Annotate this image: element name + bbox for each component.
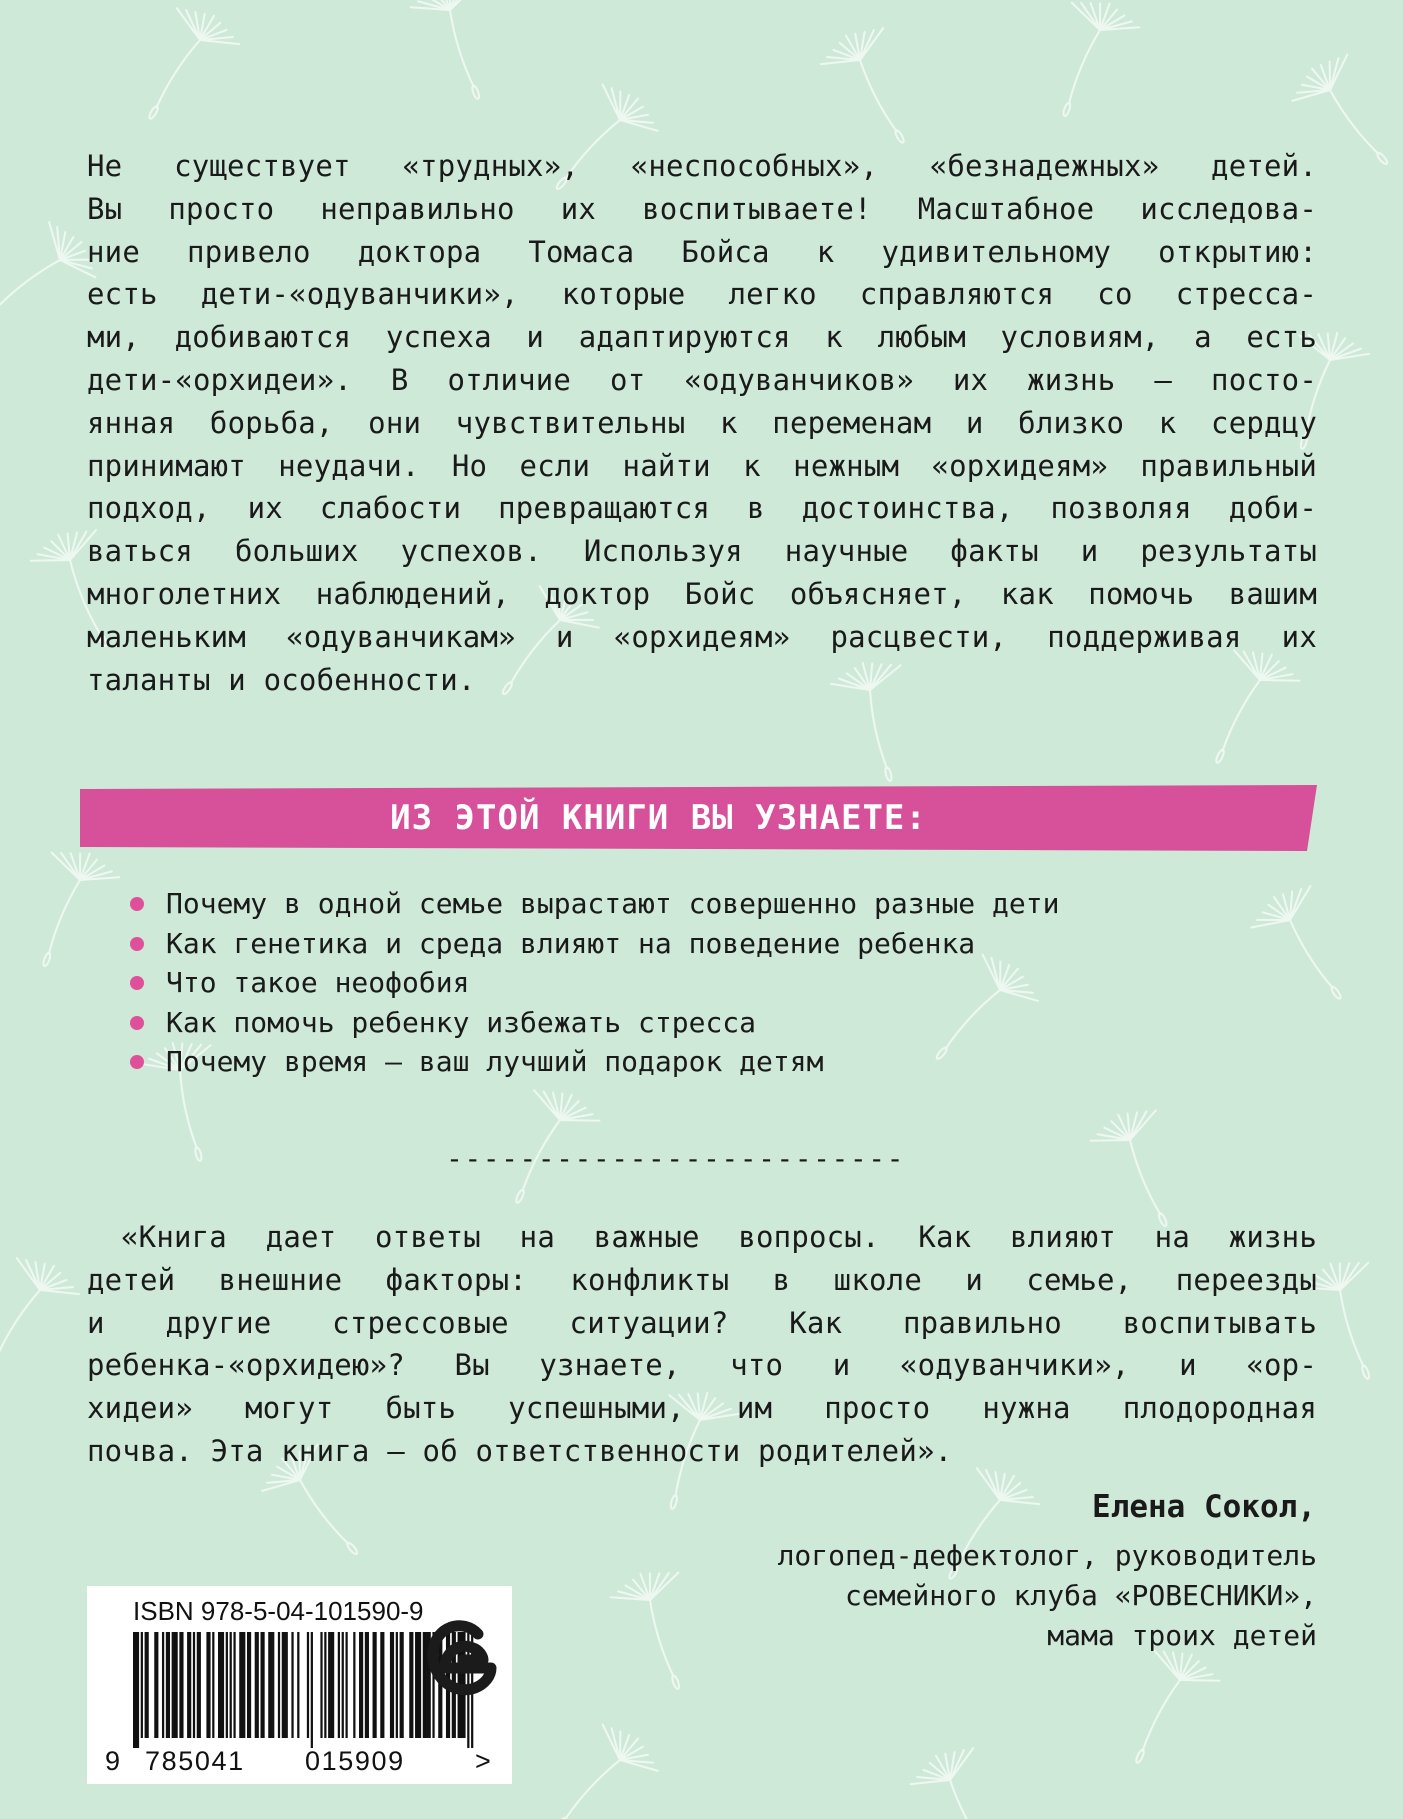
text-line: многолетних наблюдений, доктор Бойс объясняет, как помочь вашим	[87, 576, 1317, 611]
barcode-bar	[141, 1632, 143, 1738]
text-line: таланты и особенности.	[87, 662, 476, 697]
barcode-bar	[233, 1632, 235, 1738]
barcode-bar	[330, 1632, 332, 1738]
barcode-bar	[261, 1632, 263, 1738]
list-item-text: Почему в одной семье вырастают совершенно разные дети	[166, 887, 1060, 920]
barcode-bar	[262, 1632, 264, 1738]
barcode-bar	[346, 1632, 348, 1738]
text-line: маленьким «одуванчикам» и «орхидеям» расцвести, поддерживая их	[87, 619, 1317, 654]
barcode-bar	[380, 1632, 382, 1738]
barcode-bar	[137, 1632, 139, 1748]
barcode-bar	[268, 1632, 270, 1738]
barcode-bar	[168, 1632, 170, 1738]
text-line: дети-«орхидеи». В отличие от «одуванчиков» их жизнь — посто-	[87, 362, 1317, 397]
text-line: ми, добиваются успеха и адаптируются к любым условиям, а есть	[87, 320, 1317, 355]
bullet-dot-icon	[130, 1055, 144, 1069]
barcode-bar	[272, 1632, 274, 1738]
dandelion-seed-icon	[0, 1248, 85, 1389]
barcode-bar	[392, 1632, 394, 1738]
barcode-bar	[297, 1632, 299, 1738]
text-line: и другие стрессовые ситуации? Как правильно воспитывать	[87, 1305, 1317, 1340]
barcode-bar	[147, 1632, 149, 1738]
barcode-bar	[249, 1632, 251, 1738]
barcode-bar	[417, 1632, 419, 1738]
text-line: есть дети-«одуванчики», которые легко справляются со стресса-	[87, 277, 1317, 312]
bullet-dot-icon	[130, 937, 144, 951]
text-line: ребенка-«орхидею»? Вы узнаете, что и «одуванчики», и «ор-	[87, 1348, 1317, 1383]
list-item	[130, 963, 1059, 1003]
barcode-bar	[270, 1632, 272, 1738]
list-item-text: Как генетика и среда влияют на поведение ребенка	[166, 926, 976, 960]
barcode-bar	[332, 1632, 334, 1738]
dandelion-seed-icon	[407, 0, 516, 110]
dandelion-seed-icon	[815, 18, 938, 159]
list-item-text: Как помочь ребенку избежать стресса	[166, 1005, 757, 1039]
barcode-bar	[174, 1632, 176, 1738]
barcode-bar	[187, 1632, 189, 1738]
barcode-bar	[172, 1632, 174, 1738]
barcode-bar	[367, 1632, 369, 1738]
barcode-bar	[239, 1632, 241, 1738]
text-line: ние привело доктора Томаса Бойса к удивительному открытию:	[87, 234, 1317, 269]
dandelion-seed-icon	[533, 1715, 666, 1819]
learn-banner	[80, 785, 1317, 851]
barcode-bar	[411, 1632, 413, 1738]
barcode-bar	[156, 1632, 158, 1738]
text-line: принимают неудачи. Но если найти к нежным «орхидеям» правильный	[87, 448, 1317, 483]
barcode-bar	[402, 1632, 404, 1738]
barcode-bar	[278, 1632, 280, 1738]
author-name: Елена Сокол,	[1092, 1489, 1316, 1525]
barcode-bar	[247, 1632, 249, 1738]
barcode-bar	[218, 1632, 220, 1738]
barcode-bar	[353, 1632, 355, 1738]
barcode-bar	[419, 1632, 421, 1738]
barcode-bar	[373, 1632, 375, 1738]
barcode-bar	[212, 1632, 214, 1738]
author-role	[778, 1536, 1317, 1656]
learn-list	[130, 884, 1059, 1082]
barcode-bar	[166, 1632, 168, 1738]
banner-title: ИЗ ЭТОЙ КНИГИ ВЫ УЗНАЕТЕ:	[390, 798, 927, 838]
list-item	[130, 1003, 1059, 1043]
barcode-bar	[199, 1632, 201, 1738]
barcode-bar	[243, 1632, 245, 1738]
publisher-logo-icon	[423, 1612, 501, 1712]
barcode-arrow: >	[475, 1746, 492, 1776]
author-role-line: логопед-дефектолог, руководитель	[777, 1539, 1317, 1572]
dandelion-seed-icon	[607, 1561, 716, 1699]
barcode-digit-first: 9	[105, 1746, 121, 1776]
list-item	[130, 1042, 1059, 1082]
dashed-divider: -------------------------	[446, 1142, 905, 1175]
bullet-dot-icon	[130, 897, 144, 911]
barcode-bar	[382, 1632, 384, 1738]
barcode-bar	[409, 1632, 411, 1738]
barcode-bar	[220, 1632, 222, 1738]
barcode-bar	[179, 1632, 181, 1738]
review-quote	[87, 1216, 1317, 1473]
barcode-bar	[415, 1632, 417, 1738]
text-line: Не существует «трудных», «неспособных», «безнадежных» детей.	[87, 149, 1317, 183]
barcode-digits-right: 015909	[305, 1746, 405, 1776]
barcode-bar	[226, 1632, 228, 1738]
barcode-bar	[291, 1632, 293, 1738]
text-line: подход, их слабости превращаются в достоинства, позволяя доби-	[87, 491, 1317, 526]
barcode-bar	[324, 1632, 326, 1738]
description-paragraph	[87, 145, 1317, 701]
barcode-bar	[400, 1632, 402, 1738]
list-item	[130, 924, 1059, 964]
barcode-bar	[361, 1632, 363, 1738]
barcode-bar	[365, 1632, 367, 1738]
barcode-bar	[181, 1632, 183, 1738]
list-item	[130, 884, 1059, 924]
barcode-bar	[133, 1632, 135, 1748]
barcode-bar	[189, 1632, 191, 1738]
barcode-bar	[342, 1632, 344, 1738]
barcode-bar	[135, 1632, 137, 1748]
barcode-bar	[208, 1632, 210, 1738]
barcode-digits-left: 785041	[145, 1746, 245, 1776]
barcode-bar	[374, 1632, 376, 1738]
quote-paragraph	[87, 1216, 1317, 1473]
barcode-bar	[282, 1632, 284, 1738]
barcode-bar	[338, 1632, 340, 1738]
dandelion-seed-icon	[14, 841, 123, 979]
barcode-bar	[390, 1632, 392, 1738]
barcode-bar	[255, 1632, 257, 1738]
barcode-bar	[193, 1632, 195, 1738]
dandelion-seed-icon	[1244, 876, 1372, 1016]
barcode-bar	[311, 1632, 313, 1748]
barcode-bar	[320, 1632, 322, 1738]
barcode-bar	[241, 1632, 243, 1738]
dandelion-seed-icon	[1108, 1639, 1224, 1779]
dandelion-seed-icon	[1034, 0, 1143, 130]
barcode-bar	[206, 1632, 208, 1738]
text-line: ваться больших успехов. Используя научные факты и результаты	[87, 534, 1317, 569]
list-item-text: Почему время — ваш лучший подарок детям	[166, 1045, 824, 1078]
bullet-dot-icon	[130, 976, 144, 990]
barcode-bar	[328, 1632, 330, 1738]
text-line: детей внешние факторы: конфликты в школе и семье, переезды	[87, 1262, 1317, 1297]
barcode-bar	[396, 1632, 398, 1738]
list-item-text: Что такое неофобия	[166, 966, 470, 999]
author-role-line: семейного клуба «РОВЕСНИКИ»,	[844, 1579, 1317, 1612]
barcode-bar	[145, 1632, 147, 1738]
text-line: почва. Эта книга — об ответственности родителей».	[87, 1433, 953, 1468]
text-line: янная борьба, они чувствительны к переменам и близко к сердцу	[87, 405, 1317, 440]
text-line: хидеи» могут быть успешными, им просто нужна плодородная	[87, 1391, 1317, 1426]
dandelion-seed-icon	[905, 1738, 1028, 1819]
isbn-label: ISBN 978-5-04-101590-9	[133, 1596, 424, 1626]
barcode-bar	[257, 1632, 259, 1738]
barcode-bar	[162, 1632, 164, 1738]
text-line: Вы просто неправильно их воспитываете! Масштабное исследова-	[87, 191, 1317, 226]
bullet-dot-icon	[130, 1016, 144, 1030]
barcode-bar	[230, 1632, 232, 1738]
book-description	[87, 145, 1317, 701]
barcode-bar	[286, 1632, 288, 1738]
barcode-bar	[307, 1632, 309, 1738]
barcode-bar	[154, 1632, 156, 1738]
barcode-bar	[197, 1632, 199, 1738]
text-line: «Книга дает ответы на важные вопросы. Как влияют на жизнь	[121, 1220, 1317, 1254]
barcode-bar	[359, 1632, 361, 1738]
barcode-bar	[176, 1632, 178, 1738]
barcode-bar	[222, 1632, 224, 1738]
barcode-bar	[284, 1632, 286, 1738]
author-role-line: мама троих детей	[1047, 1619, 1317, 1652]
dandelion-seed-icon	[122, 0, 245, 139]
